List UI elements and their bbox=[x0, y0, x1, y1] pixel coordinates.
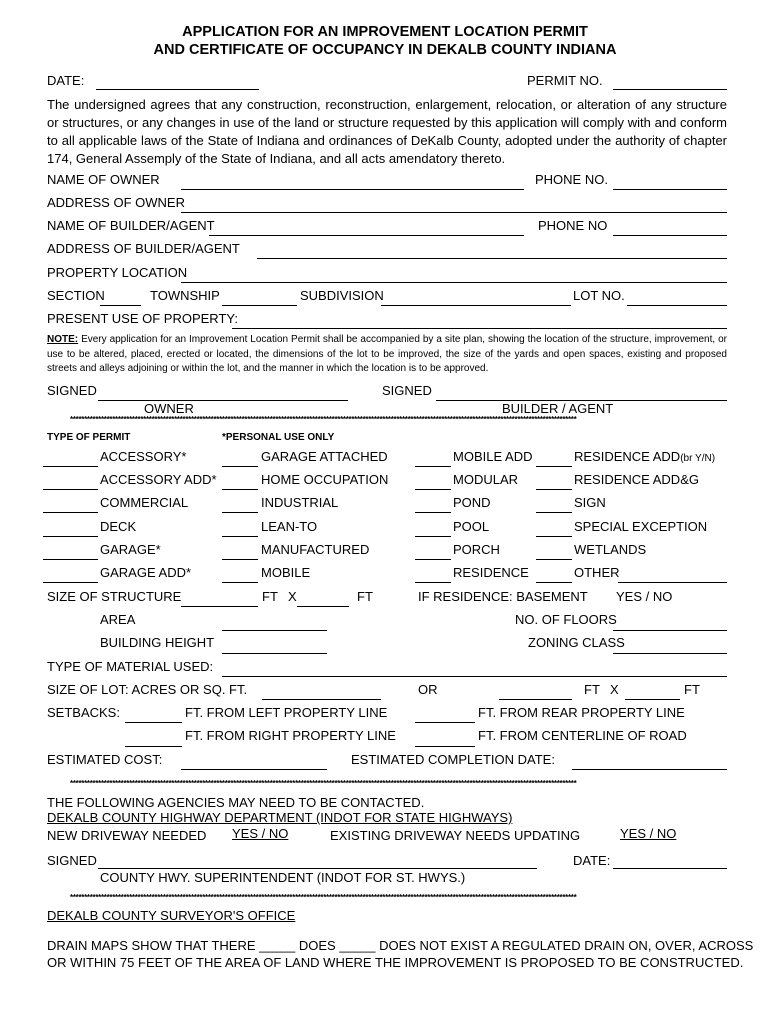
form-title-line1: APPLICATION FOR AN IMPROVEMENT LOCATION PERMIT bbox=[182, 24, 588, 40]
estimated-completion-label: ESTIMATED COMPLETION DATE: bbox=[351, 752, 555, 767]
no-of-floors-field[interactable] bbox=[613, 630, 727, 631]
separator-stars-3: ************************************************************************************************************************************************************************************ bbox=[70, 893, 577, 902]
structure-length-field[interactable] bbox=[297, 606, 349, 607]
property-location-label: PROPERTY LOCATION bbox=[47, 265, 188, 280]
no-of-floors-label: NO. OF FLOORS bbox=[515, 612, 617, 627]
structure-ft-label: FT bbox=[262, 589, 278, 604]
permit-blank-residence-add-g[interactable] bbox=[536, 489, 572, 490]
permit-blank-sign[interactable] bbox=[536, 512, 572, 513]
note-label: NOTE: bbox=[47, 334, 79, 345]
builder-caption: BUILDER / AGENT bbox=[502, 401, 614, 416]
lot-acres-field[interactable] bbox=[262, 699, 381, 700]
permit-residence-add-label: RESIDENCE ADD bbox=[574, 449, 681, 464]
setback-left-field[interactable] bbox=[125, 722, 182, 723]
structure-width-field[interactable] bbox=[181, 606, 258, 607]
setback-right-label: FT. FROM RIGHT PROPERTY LINE bbox=[185, 728, 396, 743]
owner-phone-field[interactable] bbox=[613, 189, 727, 190]
estimated-completion-field[interactable] bbox=[572, 769, 727, 770]
permit-pool: POOL bbox=[453, 519, 490, 534]
lot-no-label: LOT NO. bbox=[573, 288, 625, 303]
area-label: AREA bbox=[100, 612, 136, 627]
permit-accessory-add: ACCESSORY ADD* bbox=[100, 472, 217, 487]
permit-blank-special-exception[interactable] bbox=[536, 536, 572, 537]
lot-width-field[interactable] bbox=[499, 699, 572, 700]
builder-address-field[interactable] bbox=[257, 258, 727, 259]
type-of-material-field[interactable] bbox=[222, 676, 727, 677]
owner-name-field[interactable] bbox=[181, 189, 524, 190]
permit-blank-wetlands[interactable] bbox=[536, 559, 572, 560]
owner-name-label: NAME OF OWNER bbox=[47, 172, 160, 187]
date-field[interactable] bbox=[96, 89, 259, 90]
building-height-field[interactable] bbox=[222, 653, 327, 654]
drain-maps-line2: OR WITHIN 75 FEET OF THE AREA OF LAND WHERE THE IMPROVEMENT IS PROPOSED TO BE CONSTRUCTED. bbox=[47, 955, 744, 970]
permit-blank-pool[interactable] bbox=[415, 536, 451, 537]
builder-phone-field[interactable] bbox=[613, 235, 727, 236]
basement-yes-no[interactable]: YES / NO bbox=[616, 589, 673, 604]
permit-industrial: INDUSTRIAL bbox=[261, 495, 339, 510]
builder-name-label: NAME OF BUILDER/AGENT bbox=[47, 218, 215, 233]
if-residence-basement-label: IF RESIDENCE: BASEMENT bbox=[418, 589, 588, 604]
permit-blank-commercial[interactable] bbox=[43, 512, 98, 513]
permit-wetlands: WETLANDS bbox=[574, 542, 647, 557]
lot-no-field[interactable] bbox=[627, 305, 727, 306]
builder-phone-label: PHONE NO bbox=[538, 218, 608, 233]
builder-name-field[interactable] bbox=[209, 235, 524, 236]
township-label: TOWNSHIP bbox=[150, 288, 220, 303]
existing-driveway-yes-no[interactable]: YES / NO bbox=[620, 826, 677, 841]
permit-blank-industrial[interactable] bbox=[222, 512, 258, 513]
lot-ft-label-2: FT bbox=[684, 682, 700, 697]
separator-stars: ************************************************************************************************************************************************************************************ bbox=[70, 415, 577, 424]
permit-deck: DECK bbox=[100, 519, 137, 534]
permit-blank-porch[interactable] bbox=[415, 559, 451, 560]
subdivision-label: SUBDIVISION bbox=[300, 288, 384, 303]
permit-blank-modular[interactable] bbox=[415, 489, 451, 490]
permit-commercial: COMMERCIAL bbox=[100, 495, 189, 510]
present-use-field[interactable] bbox=[232, 328, 727, 329]
owner-signature-field[interactable] bbox=[98, 400, 348, 401]
new-driveway-label: NEW DRIVEWAY NEEDED bbox=[47, 828, 207, 843]
permit-lean-to: LEAN-TO bbox=[261, 519, 318, 534]
permit-residence: RESIDENCE bbox=[453, 565, 529, 580]
setback-left-label: FT. FROM LEFT PROPERTY LINE bbox=[185, 705, 388, 720]
setback-centerline-label: FT. FROM CENTERLINE OF ROAD bbox=[478, 728, 687, 743]
permit-no-label: PERMIT NO. bbox=[527, 73, 603, 88]
type-of-permit-label: TYPE OF PERMIT bbox=[47, 432, 131, 443]
drain-maps-line1: DRAIN MAPS SHOW THAT THERE _____ DOES _____ DOES NOT EXIST A REGULATED DRAIN ON, OVER, ACROSS bbox=[47, 938, 754, 953]
permit-garage: GARAGE* bbox=[100, 542, 161, 557]
permit-pond: POND bbox=[453, 495, 491, 510]
permit-blank-residence-add[interactable] bbox=[536, 466, 572, 467]
permit-blank-other[interactable] bbox=[536, 582, 572, 583]
surveyor-office-label: DEKALB COUNTY SURVEYOR'S OFFICE bbox=[47, 908, 296, 923]
size-of-lot-label: SIZE OF LOT: ACRES OR SQ. FT. bbox=[47, 682, 248, 697]
property-location-field[interactable] bbox=[181, 282, 727, 283]
zoning-class-label: ZONING CLASS bbox=[528, 635, 625, 650]
permit-garage-attached: GARAGE ATTACHED bbox=[261, 449, 388, 464]
size-of-structure-label: SIZE OF STRUCTURE bbox=[47, 589, 182, 604]
intro-paragraph: The undersigned agrees that any construction, reconstruction, enlargement, relocation, or alteration of any structure or structures, or any changes in use of the land or structure requested by this application will comply with and conform to all applicable laws of the State of Indiana and ordinances of DeKalb County, adopted under the authority of chapter 174, General Assemply of the State of Indiana, and all acts amendatory thereto. bbox=[47, 97, 727, 166]
permit-manufactured: MANUFACTURED bbox=[261, 542, 370, 557]
permit-special-exception: SPECIAL EXCEPTION bbox=[574, 519, 708, 534]
lot-length-field[interactable] bbox=[625, 699, 680, 700]
permit-other-description-field[interactable] bbox=[618, 582, 727, 583]
setback-rear-label: FT. FROM REAR PROPERTY LINE bbox=[478, 705, 685, 720]
personal-use-label: *PERSONAL USE ONLY bbox=[222, 432, 335, 443]
permit-mobile-add: MOBILE ADD bbox=[453, 449, 533, 464]
township-field[interactable] bbox=[222, 305, 297, 306]
permit-residence-add bbox=[574, 449, 715, 466]
or-label: OR bbox=[418, 682, 438, 697]
highway-date-field[interactable] bbox=[613, 868, 727, 869]
structure-x-label: X bbox=[288, 589, 297, 604]
owner-caption: OWNER bbox=[144, 401, 194, 416]
highway-signature-field[interactable] bbox=[98, 868, 537, 869]
agencies-label: THE FOLLOWING AGENCIES MAY NEED TO BE CONTACTED. bbox=[47, 795, 425, 810]
permit-home-occupation: HOME OCCUPATION bbox=[261, 472, 389, 487]
permit-other: OTHER bbox=[574, 565, 620, 580]
existing-driveway-label: EXISTING DRIVEWAY NEEDS UPDATING bbox=[330, 828, 581, 843]
county-hwy-caption: COUNTY HWY. SUPERINTENDENT (INDOT FOR ST. HWYS.) bbox=[100, 870, 466, 885]
note-text: Every application for an Improvement Location Permit shall be accompanied by a site plan, showing the location of the structure, improvement, or use to be altered, placed, erected or located, the dimensions of the lot to be improved, the size of the yards and open spaces, existing and proposed streets and alleys adjoining or within the lot, and the manner in which the location is to be approved. bbox=[47, 334, 728, 374]
permit-blank-deck[interactable] bbox=[43, 536, 98, 537]
setbacks-label: SETBACKS: bbox=[47, 705, 120, 720]
lot-ft-label: FT bbox=[584, 682, 600, 697]
structure-ft-label-2: FT bbox=[357, 589, 373, 604]
permit-blank-garage-add[interactable] bbox=[43, 582, 98, 583]
subdivision-field[interactable] bbox=[381, 305, 571, 306]
owner-address-label: ADDRESS OF OWNER bbox=[47, 195, 185, 210]
permit-accessory: ACCESSORY* bbox=[100, 449, 187, 464]
lot-x-label: X bbox=[610, 682, 619, 697]
form-title-line2: AND CERTIFICATE OF OCCUPANCY IN DEKALB COUNTY INDIANA bbox=[153, 42, 617, 58]
setback-centerline-field[interactable] bbox=[415, 746, 475, 747]
owner-address-field[interactable] bbox=[181, 212, 727, 213]
permit-blank-lean-to[interactable] bbox=[222, 536, 258, 537]
note-paragraph bbox=[47, 333, 727, 377]
section-label: SECTION bbox=[47, 288, 105, 303]
permit-blank-accessory-add[interactable] bbox=[43, 489, 98, 490]
zoning-class-field[interactable] bbox=[613, 653, 727, 654]
builder-address-label: ADDRESS OF BUILDER/AGENT bbox=[47, 241, 240, 256]
permit-modular: MODULAR bbox=[453, 472, 519, 487]
date-label: DATE: bbox=[47, 73, 85, 88]
permit-blank-manufactured[interactable] bbox=[222, 559, 258, 560]
permit-mobile: MOBILE bbox=[261, 565, 311, 580]
highway-department-label: DEKALB COUNTY HIGHWAY DEPARTMENT (INDOT FOR STATE HIGHWAYS) bbox=[47, 810, 513, 825]
permit-blank-home-occupation[interactable] bbox=[222, 489, 258, 490]
permit-no-field[interactable] bbox=[613, 89, 727, 90]
permit-blank-garage-attached[interactable] bbox=[222, 466, 258, 467]
permit-blank-residence[interactable] bbox=[415, 582, 451, 583]
setback-rear-field[interactable] bbox=[415, 722, 475, 723]
permit-blank-accessory[interactable] bbox=[43, 466, 98, 467]
permit-blank-mobile-add[interactable] bbox=[415, 466, 451, 467]
setback-right-field[interactable] bbox=[125, 746, 182, 747]
permit-porch: PORCH bbox=[453, 542, 500, 557]
permit-blank-pond[interactable] bbox=[415, 512, 451, 513]
builder-signed-label: SIGNED bbox=[382, 383, 432, 398]
section-field[interactable] bbox=[100, 305, 141, 306]
permit-residence-add-suffix: (br Y/N) bbox=[680, 453, 716, 464]
present-use-label: PRESENT USE OF PROPERTY: bbox=[47, 311, 238, 326]
area-field[interactable] bbox=[222, 630, 327, 631]
separator-stars-2: ************************************************************************************************************************************************************************************ bbox=[70, 779, 577, 788]
type-of-material-label: TYPE OF MATERIAL USED: bbox=[47, 659, 214, 674]
new-driveway-yes-no[interactable]: YES / NO bbox=[232, 826, 289, 841]
permit-blank-garage[interactable] bbox=[43, 559, 98, 560]
building-height-label: BUILDING HEIGHT bbox=[100, 635, 215, 650]
highway-date-label: DATE: bbox=[573, 853, 611, 868]
highway-signed-label: SIGNED bbox=[47, 853, 97, 868]
permit-blank-mobile[interactable] bbox=[222, 582, 258, 583]
permit-sign: SIGN bbox=[574, 495, 606, 510]
permit-garage-add: GARAGE ADD* bbox=[100, 565, 192, 580]
estimated-cost-field[interactable] bbox=[181, 769, 327, 770]
owner-signed-label: SIGNED bbox=[47, 383, 97, 398]
permit-residence-add-g: RESIDENCE ADD&G bbox=[574, 472, 699, 487]
owner-phone-label: PHONE NO. bbox=[535, 172, 608, 187]
estimated-cost-label: ESTIMATED COST: bbox=[47, 752, 163, 767]
